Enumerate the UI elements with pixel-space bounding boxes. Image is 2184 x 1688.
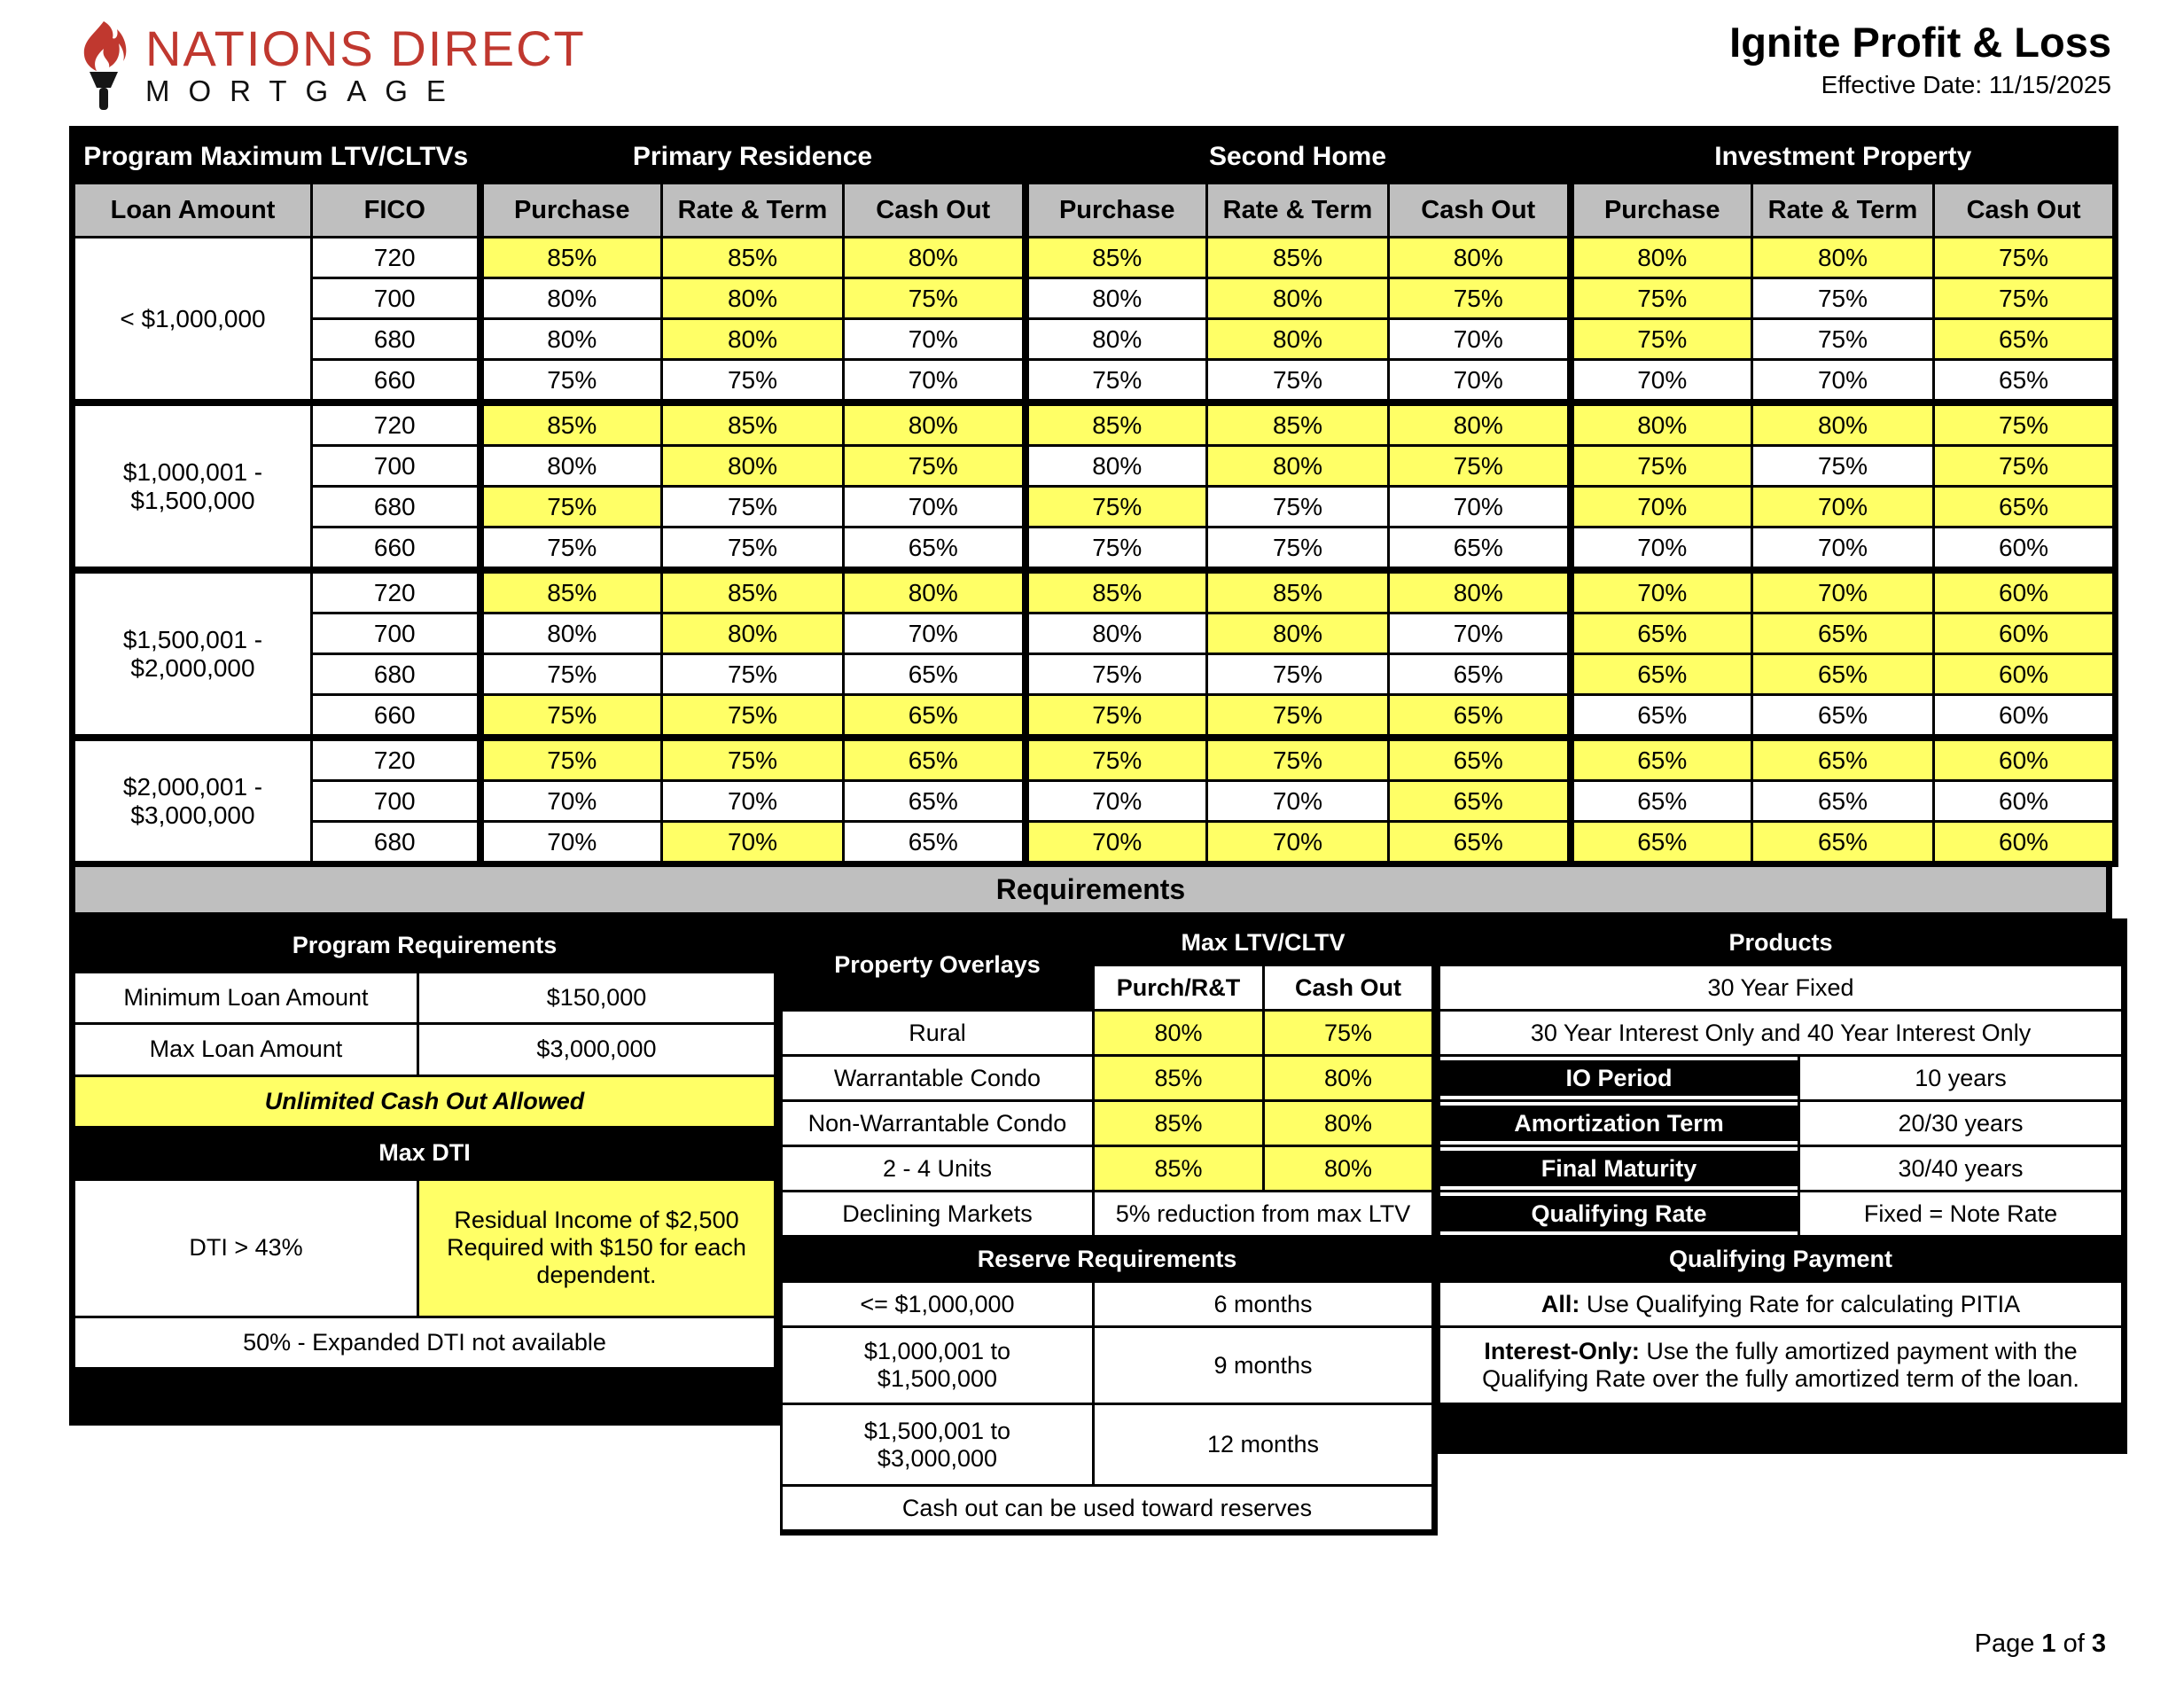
property-overlays-table	[780, 918, 1438, 1536]
ltv-value-cell: 80%	[1207, 446, 1389, 487]
purch-rt-subheader: Purch/R&T	[1094, 965, 1264, 1011]
ltv-value-cell: 65%	[1389, 738, 1571, 781]
ltv-value-cell: 65%	[1389, 695, 1571, 738]
overlay-cash-value: 75%	[1264, 1011, 1435, 1056]
overlay-purch-value: 85%	[1094, 1056, 1264, 1101]
ltv-value-cell: 65%	[1934, 360, 2116, 403]
col-header-purchase: Purchase	[1026, 184, 1207, 238]
ltv-value-cell: 75%	[1026, 654, 1207, 695]
ltv-value-cell: 85%	[1207, 238, 1389, 278]
table-row	[782, 1404, 1435, 1486]
ltv-value-cell: 70%	[1026, 822, 1207, 864]
ltv-value-cell: 70%	[844, 319, 1026, 360]
ltv-value-cell: 80%	[1207, 613, 1389, 654]
ltv-value-cell: 80%	[844, 402, 1026, 446]
overlay-cash-value: 80%	[1264, 1146, 1435, 1192]
all-label: All:	[1540, 1290, 1580, 1317]
ltv-row	[73, 654, 2116, 695]
ltv-value-cell: 75%	[1934, 278, 2116, 319]
max-loan-label: Max Loan Amount	[73, 1024, 418, 1076]
fico-cell: 720	[312, 238, 480, 278]
table-row	[782, 1192, 1435, 1237]
ltv-value-cell: 65%	[844, 528, 1026, 571]
ltv-value-cell: 75%	[662, 528, 844, 571]
ltv-value-cell: 85%	[1026, 570, 1207, 613]
ltv-value-cell: 75%	[1026, 360, 1207, 403]
reserve-tier	[782, 1327, 1094, 1404]
table-row	[73, 1369, 777, 1423]
reserve-tier-text: $1,500,001 to $3,000,000	[863, 1417, 1011, 1472]
overlay-label: Warrantable Condo	[782, 1056, 1094, 1101]
company-logo	[71, 20, 586, 112]
ltv-value-cell: 70%	[662, 781, 844, 822]
fico-cell: 720	[312, 738, 480, 781]
ltv-value-cell: 65%	[1752, 822, 1934, 864]
ltv-value-cell: 70%	[1207, 822, 1389, 864]
ltv-row	[73, 402, 2116, 446]
ltv-value-cell: 75%	[1934, 402, 2116, 446]
reserve-tier: <= $1,000,000	[782, 1282, 1094, 1327]
group-header-second-home: Second Home	[1026, 129, 1571, 184]
program-requirements-header: Program Requirements	[73, 920, 777, 973]
table-row	[1439, 1282, 2125, 1327]
ltv-value-cell: 75%	[662, 738, 844, 781]
ltv-value-cell: 80%	[844, 238, 1026, 278]
table-row	[1439, 1146, 2125, 1192]
ltv-value-cell: 65%	[844, 695, 1026, 738]
overlay-label: Rural	[782, 1011, 1094, 1056]
ltv-value-cell: 65%	[844, 738, 1026, 781]
ltv-value-cell: 70%	[844, 613, 1026, 654]
ltv-value-cell: 65%	[1752, 738, 1934, 781]
ltv-value-cell: 75%	[1752, 319, 1934, 360]
group-header-investment: Investment Property	[1571, 129, 2116, 184]
table-row	[1439, 920, 2125, 965]
property-overlays-header: Property Overlays	[782, 920, 1094, 1011]
ltv-value-cell: 70%	[480, 781, 662, 822]
table-row	[73, 1128, 777, 1180]
ltv-value-cell: 65%	[1752, 654, 1934, 695]
col-header-rate-term: Rate & Term	[1207, 184, 1389, 238]
table-row	[1439, 1327, 2125, 1404]
ltv-value-cell: 70%	[844, 360, 1026, 403]
final-maturity-value: 30/40 years	[1799, 1146, 2125, 1192]
ltv-value-cell: 80%	[1207, 319, 1389, 360]
ltv-value-cell: 85%	[662, 238, 844, 278]
ltv-value-cell: 75%	[1207, 487, 1389, 528]
ltv-value-cell: 65%	[844, 654, 1026, 695]
reserve-tier	[782, 1404, 1094, 1486]
ltv-value-cell: 70%	[1389, 487, 1571, 528]
sheet-content	[69, 126, 2112, 1536]
fico-cell: 660	[312, 528, 480, 571]
ltv-value-cell: 65%	[1752, 781, 1934, 822]
overlay-label: Non-Warrantable Condo	[782, 1101, 1094, 1146]
ltv-value-cell: 75%	[662, 695, 844, 738]
of-label: of	[2063, 1629, 2085, 1658]
table-row	[782, 1056, 1435, 1101]
ltv-value-cell: 75%	[480, 528, 662, 571]
max-loan-value: $3,000,000	[418, 1024, 777, 1076]
ltv-matrix-table	[69, 126, 2118, 867]
ltv-value-cell: 75%	[1752, 446, 1934, 487]
amortization-term-label: Amortization Term	[1439, 1101, 1799, 1146]
reserve-tier-text: $1,000,001 to $1,500,000	[863, 1338, 1011, 1392]
loan-amount-cell: $1,000,001 - $1,500,000	[73, 402, 312, 570]
table-row	[1439, 1192, 2125, 1237]
ltv-row	[73, 613, 2116, 654]
logo-line2: MORTGAGE	[145, 74, 464, 107]
ltv-value-cell: 75%	[844, 278, 1026, 319]
ltv-value-cell: 80%	[1389, 570, 1571, 613]
ltv-value-cell: 70%	[662, 822, 844, 864]
table-row	[782, 1146, 1435, 1192]
ltv-value-cell: 80%	[1026, 446, 1207, 487]
ltv-value-cell: 75%	[844, 446, 1026, 487]
ltv-value-cell: 65%	[1571, 695, 1752, 738]
ltv-value-cell: 80%	[1207, 278, 1389, 319]
ltv-value-cell: 85%	[1026, 402, 1207, 446]
ltv-row	[73, 360, 2116, 403]
ltv-value-cell: 60%	[1934, 613, 2116, 654]
table-row	[1439, 1056, 2125, 1101]
amortization-term-value: 20/30 years	[1799, 1101, 2125, 1146]
ltv-value-cell: 80%	[1389, 402, 1571, 446]
ltv-value-cell: 65%	[1389, 528, 1571, 571]
ltv-value-cell: 60%	[1934, 781, 2116, 822]
qualifying-rate-value: Fixed = Note Rate	[1799, 1192, 2125, 1237]
ltv-value-cell: 75%	[1207, 738, 1389, 781]
program-requirements-table	[69, 918, 780, 1426]
ltv-value-cell: 80%	[1389, 238, 1571, 278]
black-filler	[73, 1369, 777, 1423]
page-total: 3	[2091, 1629, 2106, 1658]
col-header-rate-term: Rate & Term	[662, 184, 844, 238]
page-footer	[1975, 1629, 2106, 1659]
products-header: Products	[1439, 920, 2125, 965]
ltv-value-cell: 80%	[480, 319, 662, 360]
col-header-cash-out: Cash Out	[1934, 184, 2116, 238]
ltv-value-cell: 70%	[1389, 360, 1571, 403]
qualifying-payment-header: Qualifying Payment	[1439, 1237, 2125, 1282]
ltv-value-cell: 75%	[1026, 695, 1207, 738]
ltv-value-cell: 75%	[1207, 695, 1389, 738]
group-header-primary: Primary Residence	[480, 129, 1026, 184]
ltv-value-cell: 80%	[1752, 402, 1934, 446]
qualifying-payment-io	[1439, 1327, 2125, 1404]
fico-cell: 700	[312, 613, 480, 654]
table-row	[73, 1179, 777, 1317]
ltv-value-cell: 60%	[1934, 738, 2116, 781]
ltv-value-cell: 70%	[1207, 781, 1389, 822]
ltv-value-cell: 75%	[1934, 238, 2116, 278]
table-row	[782, 1011, 1435, 1056]
ltv-value-cell: 85%	[1026, 238, 1207, 278]
document-title: Ignite Profit & Loss	[1729, 19, 2111, 66]
ltv-value-cell: 70%	[1389, 613, 1571, 654]
ltv-value-cell: 85%	[480, 402, 662, 446]
ltv-value-cell: 75%	[662, 487, 844, 528]
ltv-value-cell: 80%	[480, 446, 662, 487]
table-row	[782, 1101, 1435, 1146]
ltv-value-cell: 75%	[480, 487, 662, 528]
table-row	[1439, 1237, 2125, 1282]
ltv-value-cell: 60%	[1934, 822, 2116, 864]
products-table	[1438, 918, 2127, 1454]
ltv-row	[73, 238, 2116, 278]
ltv-value-cell: 70%	[1389, 319, 1571, 360]
table-row	[73, 920, 777, 973]
ltv-value-cell: 80%	[480, 278, 662, 319]
ltv-value-cell: 80%	[662, 319, 844, 360]
loan-amount-cell: $1,500,001 - $2,000,000	[73, 570, 312, 738]
ltv-value-cell: 80%	[1571, 402, 1752, 446]
effective-date: Effective Date: 11/15/2025	[1821, 70, 2111, 98]
requirements-banner: Requirements	[69, 867, 2112, 918]
reserve-note: Cash out can be used toward reserves	[782, 1486, 1435, 1533]
fico-cell: 680	[312, 654, 480, 695]
col-header-purchase: Purchase	[1571, 184, 1752, 238]
ltv-value-cell: 75%	[1207, 654, 1389, 695]
ltv-value-cell: 60%	[1934, 654, 2116, 695]
ltv-value-cell: 85%	[1207, 402, 1389, 446]
cash-out-subheader: Cash Out	[1264, 965, 1435, 1011]
interest-only-label: Interest-Only:	[1484, 1338, 1640, 1364]
ltv-value-cell: 75%	[1026, 487, 1207, 528]
ltv-value-cell: 75%	[1752, 278, 1934, 319]
fico-cell: 700	[312, 781, 480, 822]
dti-threshold: DTI > 43%	[73, 1179, 418, 1317]
ltv-value-cell: 75%	[1389, 278, 1571, 319]
overlay-purch-value: 85%	[1094, 1146, 1264, 1192]
ltv-value-cell: 65%	[1571, 613, 1752, 654]
table-row	[1439, 1011, 2125, 1056]
ltv-value-cell: 65%	[1571, 654, 1752, 695]
col-header-loan-amount: Loan Amount	[73, 184, 312, 238]
col-header-cash-out: Cash Out	[844, 184, 1026, 238]
declining-markets-label: Declining Markets	[782, 1192, 1094, 1237]
fico-cell: 680	[312, 487, 480, 528]
black-filler	[1439, 1404, 2125, 1451]
table-row	[1439, 1101, 2125, 1146]
ltv-row	[73, 695, 2116, 738]
logo-line1: NATIONS DIRECT	[145, 20, 586, 76]
ltv-row	[73, 528, 2116, 571]
all-text: Use Qualifying Rate for calculating PITIA	[1580, 1290, 2021, 1317]
min-loan-label: Minimum Loan Amount	[73, 972, 418, 1024]
table-row	[782, 1237, 1435, 1282]
expanded-dti-note: 50% - Expanded DTI not available	[73, 1317, 777, 1369]
reserve-months: 12 months	[1094, 1404, 1435, 1486]
max-ltv-cltv-header: Max LTV/CLTV	[1094, 920, 1435, 965]
ltv-value-cell: 65%	[1571, 822, 1752, 864]
interest-only-text: Use the fully amortized payment with the Qualifying Rate over the fully amortized term of the loan.	[1482, 1338, 2079, 1392]
table-row	[1439, 965, 2125, 1011]
ltv-value-cell: 80%	[662, 446, 844, 487]
ltv-value-cell: 80%	[662, 278, 844, 319]
residual-income-note: Residual Income of $2,500 Required with $150 for each dependent.	[418, 1179, 777, 1317]
col-header-purchase: Purchase	[480, 184, 662, 238]
table-row	[782, 1327, 1435, 1404]
ltv-value-cell: 75%	[480, 695, 662, 738]
page-number: 1	[2041, 1629, 2056, 1658]
reserve-months: 6 months	[1094, 1282, 1435, 1327]
overlay-cash-value: 80%	[1264, 1056, 1435, 1101]
ltv-row	[73, 570, 2116, 613]
ltv-value-cell: 85%	[1207, 570, 1389, 613]
ltv-value-cell: 75%	[1207, 528, 1389, 571]
ltv-value-cell: 75%	[1571, 278, 1752, 319]
ltv-value-cell: 75%	[480, 654, 662, 695]
ltv-value-cell: 70%	[844, 487, 1026, 528]
ltv-value-cell: 75%	[662, 360, 844, 403]
ltv-value-cell: 80%	[662, 613, 844, 654]
ltv-value-cell: 65%	[1389, 822, 1571, 864]
table-row	[1439, 1404, 2125, 1451]
ltv-value-cell: 75%	[1207, 360, 1389, 403]
ltv-value-cell: 70%	[1571, 528, 1752, 571]
ltv-value-cell: 75%	[1571, 446, 1752, 487]
ltv-value-cell: 80%	[480, 613, 662, 654]
unlimited-cash-out-note: Unlimited Cash Out Allowed	[73, 1075, 777, 1128]
requirements-section	[69, 918, 2112, 1536]
ltv-value-cell: 75%	[1571, 319, 1752, 360]
ltv-value-cell: 65%	[1571, 781, 1752, 822]
product-interest-only: 30 Year Interest Only and 40 Year Interest Only	[1439, 1011, 2125, 1056]
ltv-value-cell: 65%	[1934, 487, 2116, 528]
ltv-row	[73, 738, 2116, 781]
ltv-column-header-row	[73, 184, 2116, 238]
ltv-value-cell: 80%	[1026, 319, 1207, 360]
ltv-value-cell: 70%	[1571, 487, 1752, 528]
ltv-row	[73, 781, 2116, 822]
page-label: Page	[1974, 1629, 2035, 1658]
io-period-label: IO Period	[1439, 1056, 1799, 1101]
overlay-label: 2 - 4 Units	[782, 1146, 1094, 1192]
col-header-fico: FICO	[312, 184, 480, 238]
ltv-value-cell: 80%	[1026, 613, 1207, 654]
ltv-group-header-row	[73, 129, 2116, 184]
ltv-value-cell: 65%	[1934, 319, 2116, 360]
fico-cell: 660	[312, 695, 480, 738]
loan-amount-cell: < $1,000,000	[73, 238, 312, 403]
max-dti-header: Max DTI	[73, 1128, 777, 1180]
ltv-row	[73, 822, 2116, 864]
fico-cell: 700	[312, 446, 480, 487]
ltv-value-cell: 65%	[1752, 613, 1934, 654]
ltv-value-cell: 65%	[1389, 781, 1571, 822]
fico-cell: 680	[312, 822, 480, 864]
ltv-value-cell: 70%	[1752, 360, 1934, 403]
ltv-value-cell: 80%	[844, 570, 1026, 613]
ltv-value-cell: 75%	[1934, 446, 2116, 487]
ltv-value-cell: 85%	[662, 570, 844, 613]
table-row	[782, 920, 1435, 965]
overlay-purch-value: 80%	[1094, 1011, 1264, 1056]
table-row	[782, 1486, 1435, 1533]
ltv-row	[73, 319, 2116, 360]
ltv-value-cell: 70%	[1571, 360, 1752, 403]
reserve-requirements-header: Reserve Requirements	[782, 1237, 1435, 1282]
ltv-value-cell: 85%	[480, 570, 662, 613]
qualifying-rate-label: Qualifying Rate	[1439, 1192, 1799, 1237]
title-block	[1729, 20, 2111, 99]
ltv-row	[73, 278, 2116, 319]
declining-markets-value: 5% reduction from max LTV	[1094, 1192, 1435, 1237]
table-row	[73, 972, 777, 1024]
qualifying-payment-all	[1439, 1282, 2125, 1327]
table-row	[782, 1282, 1435, 1327]
fico-cell: 700	[312, 278, 480, 319]
ltv-value-cell: 75%	[1026, 528, 1207, 571]
ltv-value-cell: 75%	[480, 738, 662, 781]
col-header-cash-out: Cash Out	[1389, 184, 1571, 238]
torch-icon	[71, 20, 136, 112]
logo-text	[145, 20, 586, 107]
fico-cell: 720	[312, 402, 480, 446]
ltv-value-cell: 70%	[1752, 570, 1934, 613]
final-maturity-label: Final Maturity	[1439, 1146, 1799, 1192]
ltv-value-cell: 85%	[480, 238, 662, 278]
ltv-value-cell: 75%	[1026, 738, 1207, 781]
ltv-value-cell: 60%	[1934, 695, 2116, 738]
ltv-value-cell: 80%	[1571, 238, 1752, 278]
ltv-value-cell: 70%	[1752, 487, 1934, 528]
ltv-value-cell: 60%	[1934, 528, 2116, 571]
corner-header: Program Maximum LTV/CLTVs	[73, 129, 480, 184]
ltv-value-cell: 85%	[662, 402, 844, 446]
table-row	[73, 1075, 777, 1128]
loan-amount-cell: $2,000,001 - $3,000,000	[73, 738, 312, 864]
ltv-value-cell: 65%	[844, 781, 1026, 822]
reserve-months: 9 months	[1094, 1327, 1435, 1404]
ltv-value-cell: 70%	[480, 822, 662, 864]
ltv-value-cell: 70%	[1026, 781, 1207, 822]
page-header	[71, 20, 2111, 112]
ltv-value-cell: 65%	[844, 822, 1026, 864]
ltv-value-cell: 65%	[1389, 654, 1571, 695]
ltv-value-cell: 75%	[662, 654, 844, 695]
ltv-value-cell: 80%	[1026, 278, 1207, 319]
ltv-value-cell: 65%	[1571, 738, 1752, 781]
ltv-value-cell: 70%	[1571, 570, 1752, 613]
fico-cell: 720	[312, 570, 480, 613]
overlay-purch-value: 85%	[1094, 1101, 1264, 1146]
ltv-value-cell: 65%	[1752, 695, 1934, 738]
ltv-value-cell: 60%	[1934, 570, 2116, 613]
ltv-value-cell: 75%	[1389, 446, 1571, 487]
min-loan-value: $150,000	[418, 972, 777, 1024]
io-period-value: 10 years	[1799, 1056, 2125, 1101]
ltv-row	[73, 487, 2116, 528]
overlay-cash-value: 80%	[1264, 1101, 1435, 1146]
col-header-rate-term: Rate & Term	[1752, 184, 1934, 238]
table-row	[73, 1024, 777, 1076]
ltv-value-cell: 70%	[1752, 528, 1934, 571]
ltv-row	[73, 446, 2116, 487]
product-fixed: 30 Year Fixed	[1439, 965, 2125, 1011]
table-row	[73, 1317, 777, 1369]
ltv-value-cell: 75%	[480, 360, 662, 403]
ltv-value-cell: 80%	[1752, 238, 1934, 278]
fico-cell: 680	[312, 319, 480, 360]
fico-cell: 660	[312, 360, 480, 403]
